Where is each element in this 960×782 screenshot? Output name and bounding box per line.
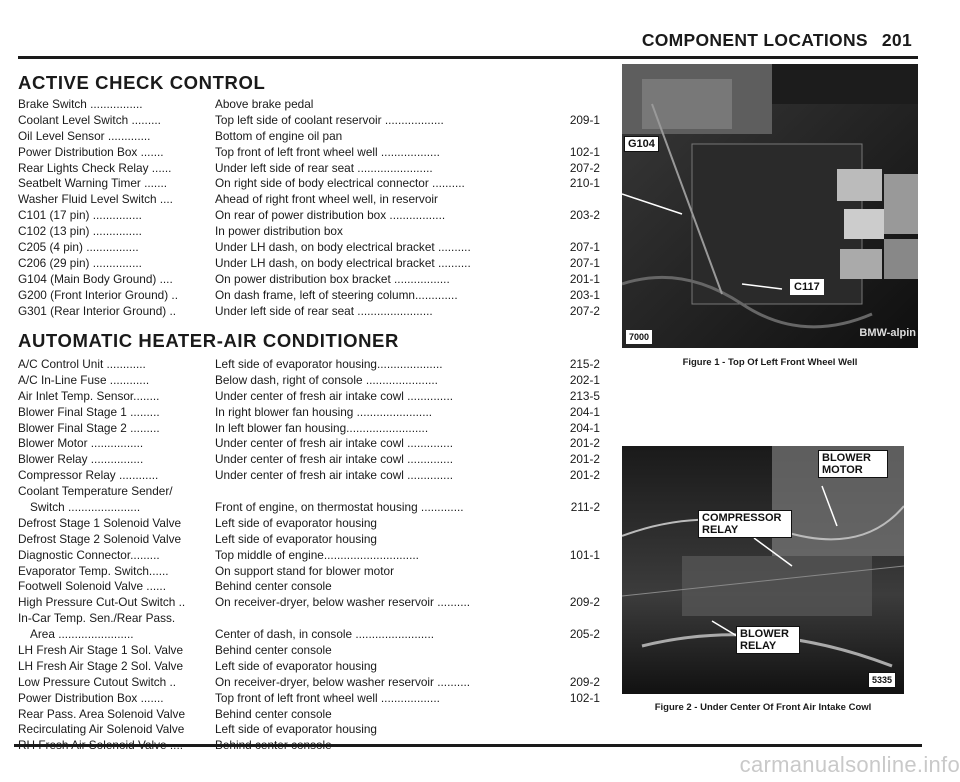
component-page-ref: 205-2: [569, 627, 600, 642]
component-name: Area .......................: [30, 627, 134, 642]
component-name: C206 (29 pin) ...............: [18, 255, 142, 270]
component-page-ref: 204-1: [569, 420, 600, 435]
component-name: C101 (17 pin) ...............: [18, 208, 142, 223]
component-location: Center of dash, in console ........................: [215, 627, 434, 642]
component-row: [18, 627, 600, 643]
top-rule: [18, 56, 918, 59]
component-page-ref: 215-2: [569, 357, 600, 371]
component-name: Blower Relay ................: [18, 452, 144, 467]
component-row: [18, 272, 600, 288]
component-location: On rear of power distribution box .................: [215, 208, 446, 223]
component-row: [18, 452, 600, 468]
component-name: High Pressure Cut-Out Switch ..: [18, 595, 186, 610]
component-row: [18, 516, 600, 532]
component-location: Behind center console: [215, 706, 332, 721]
label-c117: C117: [790, 279, 824, 295]
component-row: [18, 436, 600, 452]
component-name: Oil Level Sensor .............: [18, 128, 151, 143]
component-page-ref: 201-1: [569, 271, 600, 286]
component-table-active-check: [18, 97, 600, 319]
component-location: Under center of fresh air intake cowl ..............: [215, 468, 453, 483]
component-page-ref: 203-2: [569, 208, 600, 223]
component-row: [18, 611, 600, 627]
component-row: [18, 192, 600, 208]
component-row: [18, 176, 600, 192]
engine-bay-photo-1: [622, 64, 918, 348]
component-name: Blower Final Stage 1 .........: [18, 404, 160, 419]
component-name: G301 (Rear Interior Ground) ..: [18, 303, 177, 318]
component-page-ref: 202-1: [569, 372, 600, 387]
component-name: Defrost Stage 1 Solenoid Valve: [18, 515, 182, 530]
component-name: Power Distribution Box .......: [18, 690, 164, 705]
component-name: Blower Final Stage 2 .........: [18, 420, 160, 435]
component-name: Power Distribution Box .......: [18, 144, 164, 159]
component-row: [18, 659, 600, 675]
component-row: [18, 579, 600, 595]
component-location: On dash frame, left of steering column.............: [215, 287, 458, 302]
component-page-ref: 201-2: [569, 468, 600, 483]
component-row: [18, 240, 600, 256]
component-page-ref: 213-5: [569, 388, 600, 403]
component-location: Top front of left front wheel well ..................: [215, 690, 440, 705]
component-name: C102 (13 pin) ...............: [18, 224, 142, 239]
component-page-ref: 201-2: [569, 436, 600, 451]
component-row: [18, 288, 600, 304]
component-page-ref: 211-2: [570, 500, 600, 515]
label-compressor-relay: COMPRESSOR RELAY: [698, 510, 792, 538]
component-name: Defrost Stage 2 Solenoid Valve: [18, 531, 182, 546]
component-row: [18, 675, 600, 691]
component-location: Behind center console: [215, 643, 332, 658]
component-name: Coolant Temperature Sender/: [18, 484, 173, 499]
component-page-ref: 102-1: [569, 144, 600, 159]
component-row: [18, 256, 600, 272]
component-row: [18, 389, 600, 405]
component-location: Behind center console: [215, 579, 332, 594]
component-location: On power distribution box bracket .................: [215, 271, 450, 286]
component-page-ref: 102-1: [569, 690, 600, 705]
component-row: [18, 707, 600, 723]
figure-1-watermark: BMW-alpin: [859, 327, 916, 339]
figure-2-caption: Figure 2 - Under Center Of Front Air Intake Cowl: [654, 702, 872, 713]
component-name: Rear Lights Check Relay ......: [18, 160, 172, 175]
component-name: Air Inlet Temp. Sensor........: [18, 388, 160, 403]
component-table-heater-ac: [18, 357, 600, 754]
component-location: On receiver-dryer, below washer reservoir ..........: [215, 595, 471, 610]
component-location: Front of engine, on thermostat housing .............: [215, 500, 464, 515]
component-row: [18, 468, 600, 484]
engine-bay-photo-2: [622, 446, 904, 694]
component-name: G104 (Main Body Ground) ....: [18, 271, 173, 286]
component-location: On support stand for blower motor: [215, 563, 395, 578]
component-location: Under left side of rear seat .......................: [215, 160, 433, 175]
page-title: COMPONENT LOCATIONS: [641, 30, 868, 50]
component-page-ref: 209-1: [569, 112, 600, 127]
component-name: Rear Pass. Area Solenoid Valve: [18, 706, 185, 721]
component-row: [18, 564, 600, 580]
component-name: Recirculating Air Solenoid Valve: [18, 722, 185, 737]
component-location: Under center of fresh air intake cowl ..............: [215, 388, 453, 403]
component-row: [18, 500, 600, 516]
component-location: Left side of evaporator housing: [215, 531, 377, 546]
component-location: Under center of fresh air intake cowl ..............: [215, 452, 453, 467]
component-row: [18, 373, 600, 389]
component-page-ref: 204-1: [569, 404, 600, 419]
component-location: Top middle of engine.............................: [215, 547, 419, 562]
component-location: Under left side of rear seat .......................: [215, 303, 433, 318]
component-row: [18, 357, 600, 373]
component-name: LH Fresh Air Stage 1 Sol. Valve: [18, 643, 184, 658]
component-page-ref: 209-2: [569, 595, 600, 610]
component-row: [18, 208, 600, 224]
component-row: [18, 161, 600, 177]
component-location: Left side of evaporator housing: [215, 515, 377, 530]
component-row: [18, 129, 600, 145]
component-row: [18, 595, 600, 611]
component-name: G200 (Front Interior Ground) ..: [18, 287, 178, 302]
component-page-ref: 101-1: [569, 547, 600, 562]
component-row: [18, 97, 600, 113]
component-name: Low Pressure Cutout Switch ..: [18, 674, 177, 689]
component-name: Coolant Level Switch .........: [18, 112, 161, 127]
figure-2-photo: [622, 446, 904, 694]
component-location: Under center of fresh air intake cowl ..............: [215, 436, 453, 451]
component-page-ref: 207-2: [569, 160, 600, 175]
component-row: [18, 722, 600, 738]
component-name: Switch ......................: [30, 500, 141, 515]
page-header: [540, 30, 912, 51]
component-name: LH Fresh Air Stage 2 Sol. Valve: [18, 658, 184, 673]
section-title-active-check: ACTIVE CHECK CONTROL: [18, 72, 266, 93]
component-location: On receiver-dryer, below washer reservoir ..........: [215, 674, 471, 689]
component-location: Top left side of coolant reservoir ..................: [215, 112, 444, 127]
component-name: C205 (4 pin) ................: [18, 240, 139, 255]
component-name: Footwell Solenoid Valve ......: [18, 579, 166, 594]
component-location: Left side of evaporator housing: [215, 722, 377, 737]
component-row: [18, 484, 600, 500]
figure-1-number: 7000: [626, 330, 652, 344]
component-name: Brake Switch ................: [18, 97, 143, 111]
component-row: [18, 691, 600, 707]
label-blower-relay: BLOWER RELAY: [736, 626, 800, 654]
component-row: [18, 304, 600, 320]
component-name: A/C In-Line Fuse ............: [18, 372, 150, 387]
component-page-ref: 203-1: [569, 287, 600, 302]
component-location: In power distribution box: [215, 224, 343, 239]
component-location: Bottom of engine oil pan: [215, 128, 343, 143]
component-location: In left blower fan housing.........................: [215, 420, 429, 435]
component-location: Left side of evaporator housing: [215, 658, 377, 673]
component-name: In-Car Temp. Sen./Rear Pass.: [18, 611, 176, 626]
component-page-ref: 207-2: [569, 303, 600, 318]
component-row: [18, 532, 600, 548]
component-location: Top front of left front wheel well ..................: [215, 144, 440, 159]
component-location: In right blower fan housing .......................: [215, 404, 433, 419]
component-name: Seatbelt Warning Timer .......: [18, 176, 168, 191]
label-g104: G104: [624, 136, 659, 152]
component-location: Left side of evaporator housing....................: [215, 357, 443, 371]
component-row: [18, 421, 600, 437]
component-name: Blower Motor ................: [18, 436, 144, 451]
component-page-ref: 207-1: [569, 255, 600, 270]
figure-1-caption: Figure 1 - Top Of Left Front Wheel Well: [682, 357, 858, 368]
component-name: Diagnostic Connector.........: [18, 547, 160, 562]
component-name: A/C Control Unit ............: [18, 357, 146, 371]
component-name: Evaporator Temp. Switch......: [18, 563, 169, 578]
figure-1-photo: [622, 64, 918, 348]
component-location: Under LH dash, on body electrical bracket ..........: [215, 255, 471, 270]
figure-2-number: 5335: [868, 672, 896, 688]
component-location: Below dash, right of console ......................: [215, 372, 438, 387]
component-row: [18, 643, 600, 659]
component-location: Above brake pedal: [215, 97, 314, 111]
component-location: Ahead of right front wheel well, in reservoir: [215, 192, 438, 207]
component-row: [18, 548, 600, 564]
component-row: [18, 145, 600, 161]
section-title-heater-ac: AUTOMATIC HEATER-AIR CONDITIONER: [18, 330, 399, 351]
page-number: 201: [881, 30, 912, 50]
component-location: Under LH dash, on body electrical bracket ..........: [215, 240, 471, 255]
component-name: Washer Fluid Level Switch ....: [18, 192, 173, 207]
component-row: [18, 224, 600, 240]
label-blower-motor: BLOWER MOTOR: [818, 450, 888, 478]
component-page-ref: 207-1: [569, 240, 600, 255]
component-name: Compressor Relay ............: [18, 468, 159, 483]
component-page-ref: 209-2: [569, 674, 600, 689]
component-row: [18, 405, 600, 421]
component-page-ref: 210-1: [569, 176, 600, 191]
component-page-ref: 201-2: [569, 452, 600, 467]
component-row: [18, 113, 600, 129]
site-watermark: carmanualsonline.info: [739, 752, 960, 777]
component-location: On right side of body electrical connector ..........: [215, 176, 465, 191]
bottom-rule: [14, 744, 922, 747]
